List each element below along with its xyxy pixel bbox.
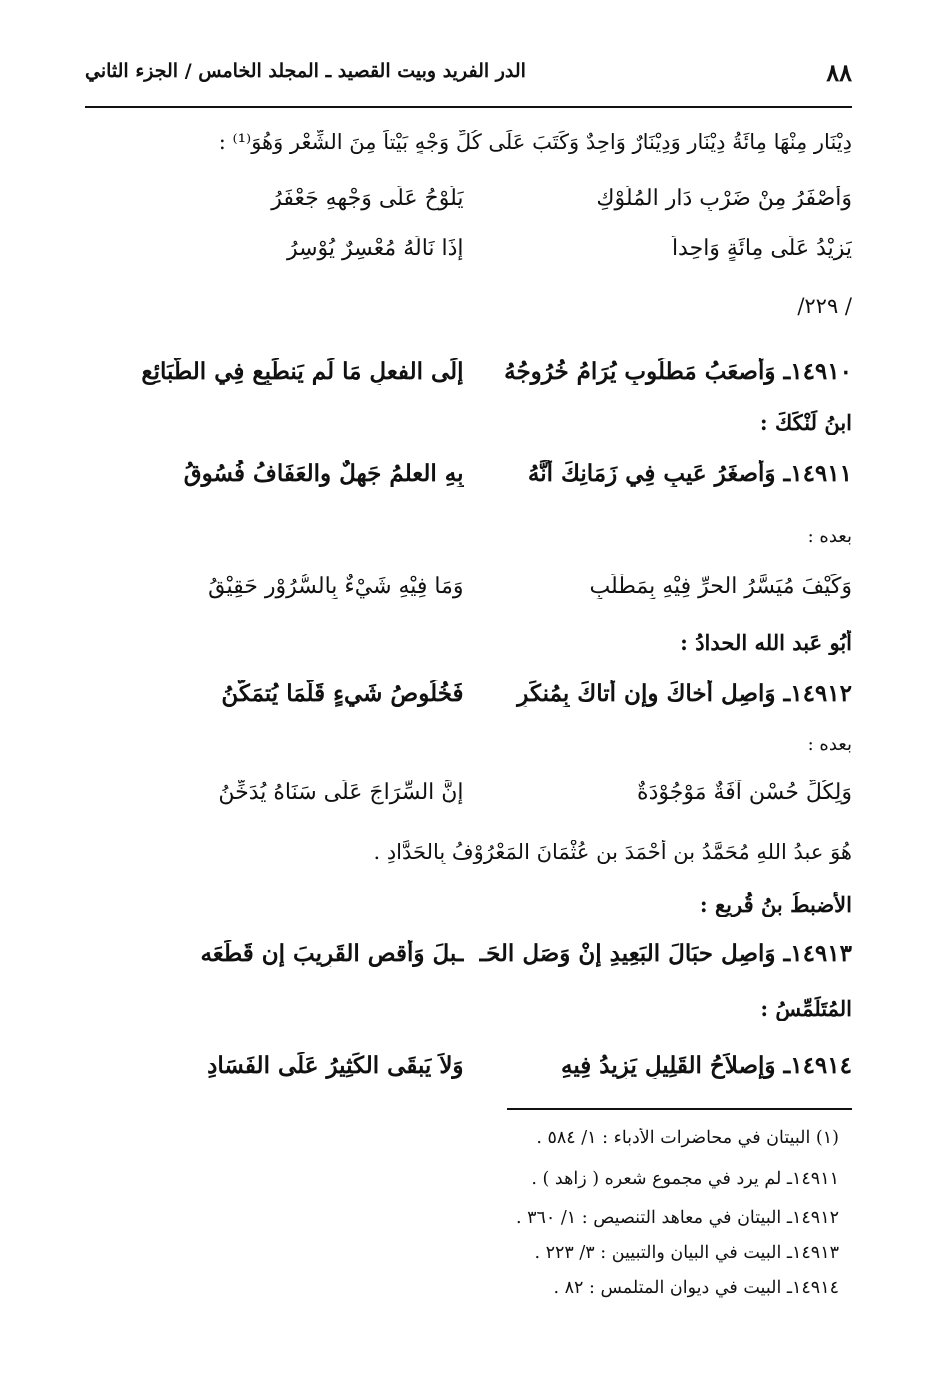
hemistich-first: ١٤٩١١ـ وَأَصغَرُ عَيبٍ فِي زَمَانِكَ أَنَّهُ (527, 460, 852, 487)
hemistich-first: وَكَيْفَ مُيَسَّرُ الحرِّ فِيْهِ بِمَطْلَبٍ (589, 574, 852, 599)
footnote: ١٤٩١٣ـ البيت في البيان والتبيين : ٣/ ٢٢٣ . (534, 1243, 839, 1263)
verse-14911 (105, 460, 852, 504)
running-title: الدر الفريد وبيت القصيد ـ المجلد الخامس / الجزء الثاني (85, 60, 526, 82)
folio-marker: / ٢٢٩/ (797, 294, 852, 318)
hemistich-second: يَلُوْحُ عَلَى وَجْهِهِ جَعْفَرُ (271, 186, 464, 211)
footnote: ١٤٩١٢ـ البيتان في معاهد التنصيص : ١/ ٣٦٠ . (515, 1208, 839, 1228)
after-verse-1 (105, 574, 852, 618)
verse-14913 (105, 940, 852, 984)
poet-name: الأَضبطُ بنُ قُرِيعٍ : (699, 892, 852, 917)
hemistich-first: ١٤٩١٢ـ وَاصِل أَخاكَ وإِن أَتاكَ بِمُنكَرٍ (517, 680, 852, 707)
intro-prose: دِيْنَارٍ مِنْهَا مِائَةُ دِيْنَارٍ وَدِيْنَارٌ وَاحِدٌ وَكَتَبَ عَلَى كُلِّ وَجْهٍ بَيْتاً مِنَ الشِّعْرِ وَهُوَ⁽¹⁾ : (218, 130, 852, 154)
hemistich-second: وَمَا فِيْهِ شَيْءٌ بِالسُّرُوْرِ حَقِيْقُ (208, 574, 464, 599)
hemistich-second: إِذَا نَالَهُ مُعْسِرٌ يُوْسِرُ (286, 236, 464, 261)
hemistich-first: يَزِيْدُ عَلَى مِائَةٍ وَاحِداً (671, 236, 852, 261)
hemistich-first: ١٤٩١٠ـ وَأَصعَبُ مَطلُوبٍ يُرَامُ خُرُوجُهُ (504, 358, 852, 385)
hemistich-first: وَأَصْفَرُ مِنْ ضَرْبِ دَارِ المُلُوْكِ (596, 186, 852, 211)
hemistich-second: بِهِ العلمُ جَهلٌ والعَفَافُ فُسُوقُ (183, 460, 464, 487)
hemistich-second: إِلَى الفعلِ مَا لَم يَنطَبِع فِي الطَّبَائِع (141, 358, 464, 385)
after-verse-2 (105, 780, 852, 824)
footnote: ١٤٩١٤ـ البيت في ديوان المتلمس : ٨٢ . (553, 1278, 839, 1298)
verse-14912 (105, 680, 852, 724)
page-number: ٨٨ (826, 58, 852, 87)
hemistich-second: فَخُلُوصُ شَيءٍ قَلَّمَا يُتمَكَّنُ (221, 680, 464, 707)
hemistich-first: ١٤٩١٣ـ وَاصِل حبَالَ البَعِيدِ إنْ وَصَل الحَـ (479, 940, 852, 967)
hemistich-second: إِنَّ السِّرَاجَ عَلَى سَنَاهُ يُدَخِّنُ (218, 780, 464, 805)
poet-note: هُوَ عبدُ اللهِ مُحَمَّدُ بنِ أَحْمَدَ بن عُثْمَانَ المَعْرُوْفُ بِالحَدَّادِ . (373, 840, 852, 864)
footnote: (١) البيتان في محاضرات الأدباء : ١/ ٥٨٤ . (536, 1128, 839, 1148)
hemistich-second: وَلاَ يَبقَى الكَثِيرُ عَلَى الفَسَادِ (207, 1052, 464, 1079)
poem1-line1 (105, 186, 852, 230)
hemistich-first: وَلِكُلِّ حُسْنٍ آفَةٌ مَوْجُوْدَةٌ (637, 780, 852, 805)
poet-name: أَبُو عَبد الله الحدادُ : (680, 630, 852, 655)
verse-14914 (105, 1052, 852, 1096)
hemistich-second: ـبلَ وَأَقصِ القَرِيبَ إن قَطَعَه (200, 940, 464, 967)
after-label: بعده : (807, 526, 852, 547)
poem1-line2 (105, 236, 852, 280)
after-label: بعده : (807, 734, 852, 755)
header-divider (85, 106, 852, 108)
footnote: ١٤٩١١ـ لم يرد في مجموع شعره ( زاهد ) . (531, 1169, 839, 1189)
verse-14910 (105, 358, 852, 402)
hemistich-first: ١٤٩١٤ـ وَإِصلاَحُ القَلِيلِ يَزِيدُ فِيهِ (561, 1052, 852, 1079)
poet-name: ابنُ لَنْكَكَ : (759, 410, 852, 435)
footnote-divider (507, 1108, 852, 1110)
poet-name: المُتَلَمِّسُ : (760, 996, 852, 1021)
page-header (85, 52, 852, 92)
